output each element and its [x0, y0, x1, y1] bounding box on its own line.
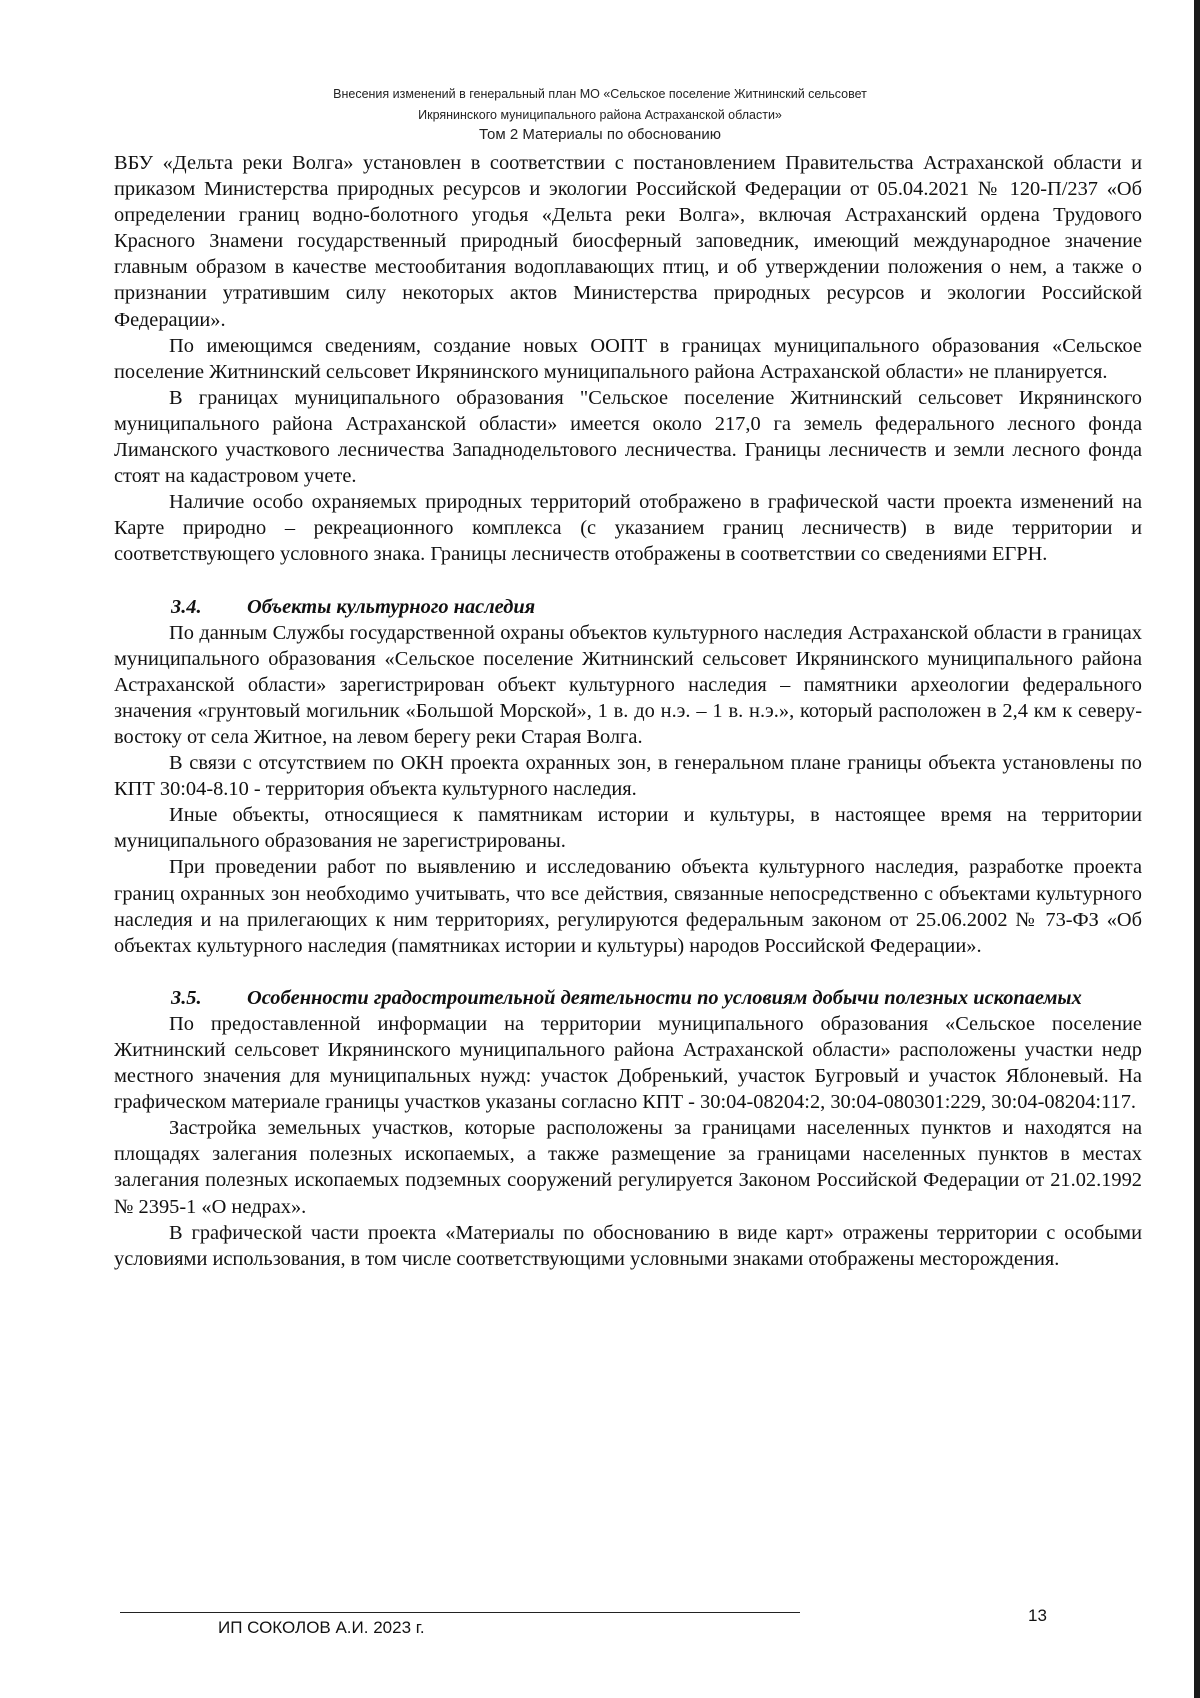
paragraph-7: Иные объекты, относящиеся к памятникам истории и культуры, в настоящее время на территории муниципального образования не зарегистрированы. [114, 804, 1142, 853]
paragraph-8: При проведении работ по выявлению и исследованию объекта культурного наследия, разработке проекта границ охранных зон необходимо учитывать, что все действия, связанные непосредственно с объектами культурного наследия и на прилегающих к ним территориях, регулируются федеральным законом от 25.06.2002 № 73-ФЗ «Об объектах культурного наследия (памятниках истории и культуры) народов Российской Федерации». [114, 856, 1142, 957]
section-title: Объекты культурного наследия [247, 595, 536, 618]
running-header [0, 84, 1200, 143]
footer-author: ИП СОКОЛОВ А.И. 2023 г. [218, 1618, 425, 1637]
section-heading-3-4 [114, 594, 1142, 620]
paragraph-9: По предоставленной информации на территории муниципального образования «Сельское поселение Житнинский сельсовет Икрянинского муниципального района Астраханской области» расположены участки недр местного значения для муниципальных нужд: участок Добренький, участок Бугровый и участок Яблоневый. На графическом материале границы участков указаны согласно КПТ - 30:04-08204:2, 30:04-080301:229, 30:04-08204:117. [114, 1012, 1142, 1114]
document-body [114, 150, 1142, 1272]
paragraph-3: В границах муниципального образования "Сельское поселение Житнинский сельсовет Икрянинского муниципального района Астраханской области» имеется около 217,0 га земель федерального лесного фонда Лиманского участкового лесничества Западнодельтового лесничества. Границы лесничеств и земли лесного фонда стоят на кадастровом учете. [114, 386, 1142, 488]
paragraph-4: Наличие особо охраняемых природных территорий отображено в графической части проекта изменений на Карте природно – рекреационного комплекса (с указанием границ лесничеств) в виде территории и соответствующего условного знака. Границы лесничеств отображены в соответствии со сведениями ЕГРН. [114, 491, 1142, 566]
paragraph-5: По данным Службы государственной охраны объектов культурного наследия Астраханской области в границах муниципального образования «Сельское поселение Житнинский сельсовет Икрянинского муниципального района Астраханской области» зарегистрирован объект культурного наследия – памятники археологии федерального значения «грунтовый могильник «Большой Морской», 1 в. до н.э. – 1 в. н.э.», который расположен в 2,4 км к северу-востоку от села Житное, на левом берегу реки Старая Волга. [114, 621, 1142, 748]
paragraph-1: ВБУ «Дельта реки Волга» установлен в соответствии с постановлением Правительства Астраханской области и приказом Министерства природных ресурсов и экологии Российской Федерации от 05.04.2021 № 120-П/237 «Об определении границ водно-болотного угодья «Дельта реки Волга», включая Астраханский ордена Трудового Красного Знамени государственный природный биосферный заповедник, имеющий международное значение главным образом в качестве местообитания водоплавающих птиц, и об утверждении положения о нем, а также о признании утратившим силу некоторых актов Министерства природных ресурсов и экологии Российской Федерации». [114, 152, 1142, 331]
section-number: 3.4. [171, 595, 202, 618]
paragraph-10: Застройка земельных участков, которые расположены за границами населенных пунктов и находятся на площадях залегания полезных ископаемых, а также размещение за границами населенных пунктов в местах залегания полезных ископаемых подземных сооружений регулируется Законом Российской Федерации от 21.02.1992 № 2395-1 «О недрах». [114, 1117, 1142, 1218]
page-number: 13 [1028, 1606, 1047, 1625]
header-line-1: Внесения изменений в генеральный план МО «Сельское поселение Житнинский сельсовет [333, 87, 867, 101]
header-volume: Том 2 Материалы по обоснованию [479, 126, 721, 143]
section-number: 3.5. [171, 986, 202, 1009]
section-heading-3-5 [114, 985, 1142, 1011]
section-title: Особенности градостроительной деятельности по условиям добычи полезных ископаемых [247, 986, 1082, 1009]
footer-rule [120, 1612, 800, 1613]
paragraph-6: В связи с отсутствием по ОКН проекта охранных зон, в генеральном плане границы объекта установлены по КПТ 30:04-8.10 - территория объекта культурного наследия. [114, 752, 1142, 801]
header-line-2: Икрянинского муниципального района Астраханской области» [418, 108, 782, 122]
paragraph-11: В графической части проекта «Материалы по обоснованию в виде карт» отражены территории с особыми условиями использования, в том числе соответствующими условными знаками отображены месторождения. [114, 1221, 1142, 1270]
page-edge [1194, 0, 1200, 1698]
paragraph-2: По имеющимся сведениям, создание новых ООПТ в границах муниципального образования «Сельское поселение Житнинский сельсовет Икрянинского муниципального района Астраханской области» не планируется. [114, 334, 1142, 383]
